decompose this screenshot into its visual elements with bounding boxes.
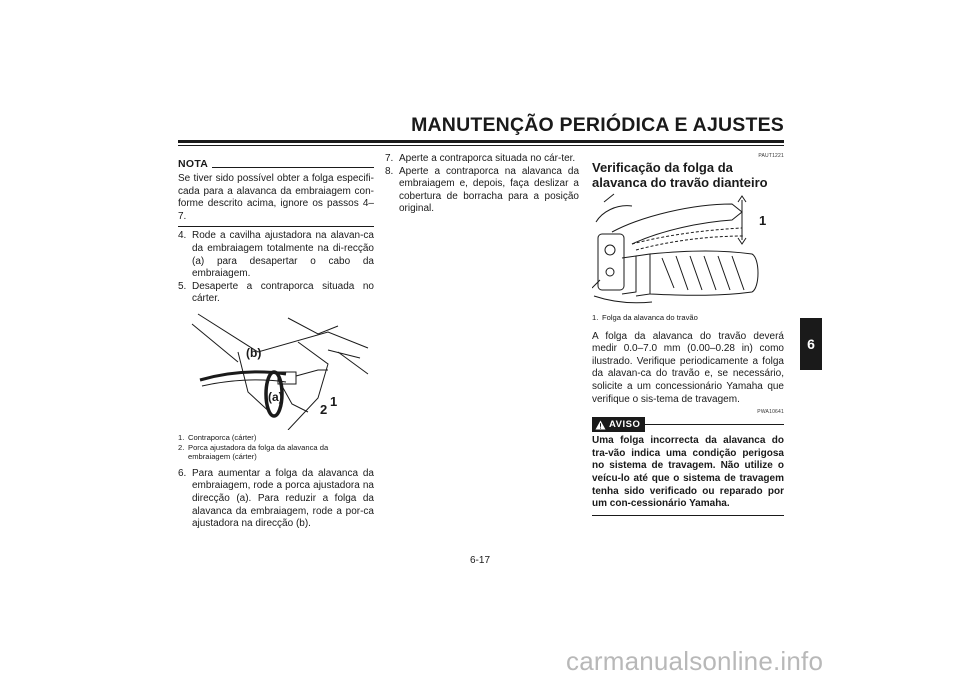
- warning-triangle-icon: [595, 420, 606, 430]
- figure-label-1: 1: [330, 394, 338, 409]
- figure-label-2: 2: [320, 402, 328, 417]
- page-title: MANUTENÇÃO PERIÓDICA E AJUSTES: [411, 114, 784, 136]
- step-8: 8. Aperte a contraporca na alavanca da embraiagem e, depois, faça deslizar a cobertura de borracha para a posição original.: [385, 165, 579, 215]
- note-end-rule: [178, 226, 374, 227]
- warning-header-line: [645, 424, 784, 425]
- note-header: [178, 158, 374, 170]
- figure-caption: 1. Folga da alavanca do travão: [592, 313, 698, 322]
- warning-text: Uma folga incorrecta da alavanca do tra-vão indica uma condição perigosa no sistema de travagem. Não utilize o veícu-lo até que o sistema de travagem tenha sido verificado ou reparado por um con-cessionário Yamaha.: [592, 435, 784, 510]
- chapter-tab: 6: [800, 318, 822, 370]
- column-right: [592, 153, 784, 516]
- header-rule: [178, 140, 784, 143]
- figure-captions: [178, 433, 374, 462]
- brake-lever-figure: [592, 192, 784, 310]
- warning-end-rule: [592, 515, 784, 516]
- step-4: 4. Rode a cavilha ajustadora na alavan-ca da embraiagem totalmente na di-recção (a) para desapertar o cabo da embraiagem.: [178, 230, 374, 280]
- step-6: 6. Para aumentar a folga da alavanca da embraiagem, rode a porca ajustadora na direcção (a). Para reduzir a folga da alavanca da embraiagem, rode a por-ca ajustadora na direcção (b).: [178, 467, 374, 530]
- warning-code: PWA10641: [757, 409, 784, 416]
- note-label: NOTA: [178, 158, 209, 170]
- column-middle: [385, 153, 579, 216]
- note-text: Se tiver sido possível obter a folga especifi-cada para a alavanca da embraiagem con-forme descrito acima, ignore os passos 4–7.: [178, 173, 374, 222]
- figure-label-a: (a): [268, 390, 283, 404]
- caption-1: 1. Contraporca (cárter): [178, 432, 257, 442]
- figure-label-1: 1: [759, 213, 767, 228]
- steps-list-3: [385, 153, 579, 216]
- step-5: 5. Desaperte a contraporca situada no cárter.: [178, 280, 374, 305]
- page-number: 6-17: [469, 555, 490, 566]
- caption-2: 2. Porca ajustadora da folga da alavanca da embraiagem (cárter): [178, 442, 329, 462]
- figure-label-b: (b): [246, 346, 262, 360]
- column-left: [178, 156, 374, 531]
- steps-list-1: [178, 230, 374, 306]
- step-7: 7. Aperte a contraporca situada no cár-ter.: [385, 153, 576, 164]
- body-paragraph: A folga da alavanca do travão deverá medir 0.0–7.0 mm (0.00–0.28 in) como ilustrado. Verifique periodicamente a folga da alavan-ca do travão e, se necessário, solicite a um concessionário Yamaha que verifique o sis-tema de travagem.: [592, 330, 784, 405]
- warning-label: AVISO: [609, 419, 641, 431]
- watermark: carmanualsonline.info: [566, 646, 824, 676]
- section-title: Verificação da folga da alavanca do travão dianteiro: [592, 160, 768, 190]
- clutch-cable-figure: [178, 312, 374, 430]
- note-header-line: [212, 167, 374, 168]
- warning-badge: [592, 417, 645, 432]
- warning-header: [592, 417, 784, 432]
- header-rule-thin: [178, 145, 784, 146]
- steps-list-2: [178, 468, 374, 531]
- section-code: PAUT1221: [758, 153, 784, 159]
